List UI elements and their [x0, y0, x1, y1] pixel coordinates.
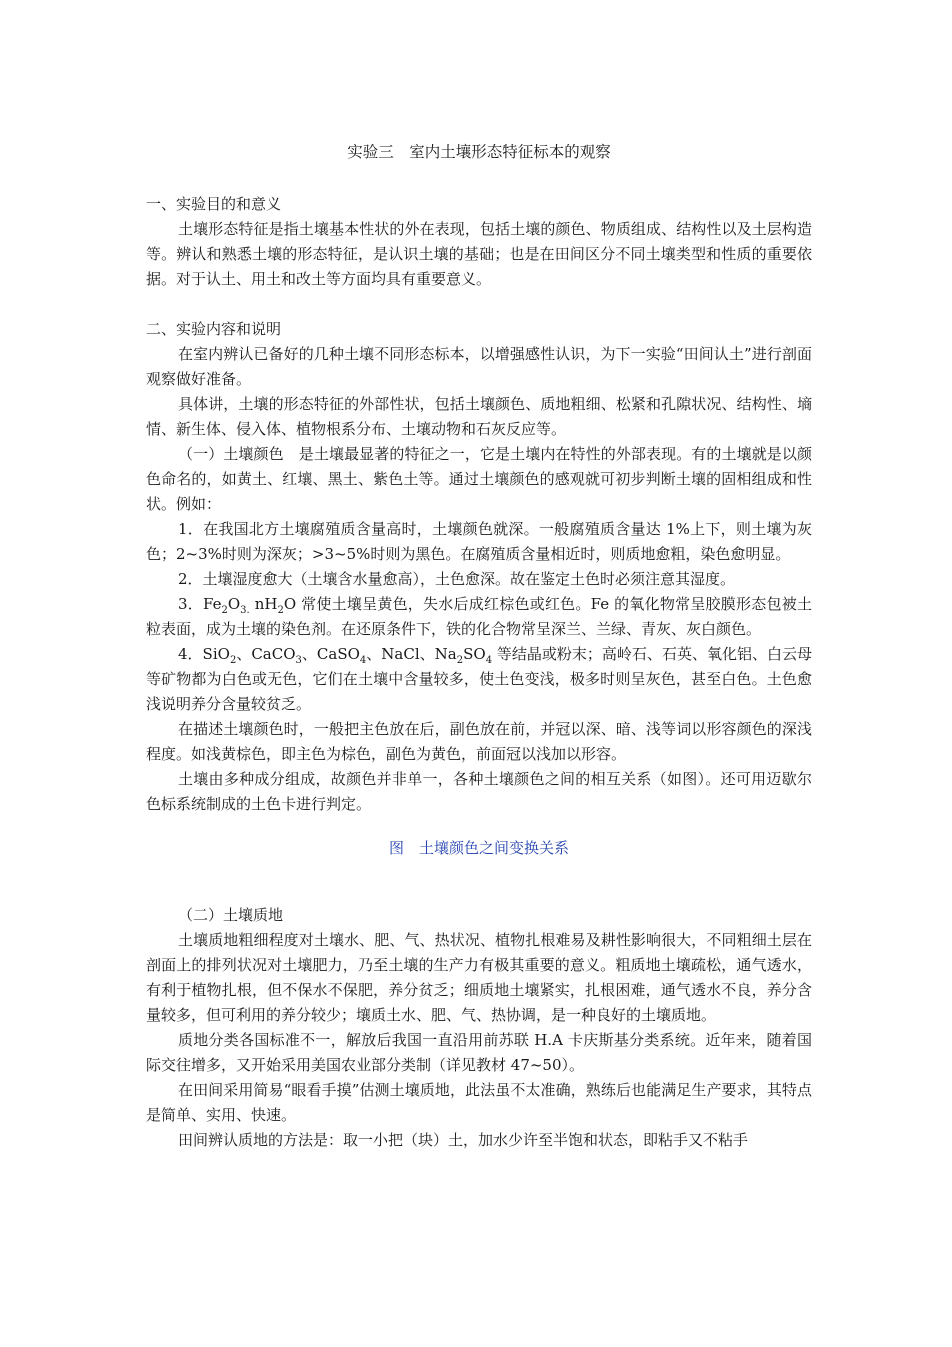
- document-page: [146, 140, 812, 1153]
- paragraph: 具体讲，土壤的形态特征的外部性状，包括土壤颜色、质地粗细、松紧和孔隙状况、结构性、墒情、新生体、侵入体、植物根系分布、土壤动物和石灰反应等。: [146, 395, 812, 438]
- section-heading-content: 二、实验内容和说明: [146, 320, 282, 338]
- document-title: 实验三 室内土壤形态特征标本的观察: [347, 143, 611, 161]
- section-heading-purpose: 一、实验目的和意义: [146, 195, 282, 213]
- list-item: 2．土壤湿度愈大（土壤含水量愈高），土色愈深。故在鉴定土色时必须注意其湿度。: [178, 570, 736, 588]
- paragraph: 在描述土壤颜色时，一般把主色放在后，副色放在前，并冠以深、暗、浅等词以形容颜色的深浅程度。如浅黄棕色，即主色为棕色，副色为黄色，前面冠以浅加以形容。: [146, 720, 812, 763]
- paragraph: 土壤形态特征是指土壤基本性状的外在表现，包括土壤的颜色、物质组成、结构性以及土层构造等。辨认和熟悉土壤的形态特征，是认识土壤的基础；也是在田间区分不同土壤类型和性质的重要依据。对于认土、用土和改土等方面均具有重要意义。: [146, 220, 812, 288]
- paragraph-soil-color: （一）土壤颜色 是土壤最显著的特征之一，它是土壤内在特性的外部表现。有的土壤就是以颜色命名的，如黄土、红壤、黑土、紫色土等。通过土壤颜色的感观就可初步判断土壤的固相组成和性状。例如：: [146, 445, 812, 513]
- paragraph: 土壤由多种成分组成，故颜色并非单一，各种土壤颜色之间的相互关系（如图）。还可用迈歇尔色标系统制成的土色卡进行判定。: [146, 770, 812, 813]
- paragraph: 田间辨认质地的方法是：取一小把（块）土，加水少许至半饱和状态，即粘手又不粘手: [178, 1131, 749, 1149]
- paragraph: 土壤质地粗细程度对土壤水、肥、气、热状况、植物扎根难易及耕性影响很大，不同粗细土层在剖面上的排列状况对土壤肥力，乃至土壤的生产力有极其重要的意义。粗质地土壤疏松，通气透水，有利于植物扎根，但不保水不保肥，养分贫乏；细质地土壤紧实，扎根困难，通气透水不良，养分含量较多，但可利用的养分较少；壤质土水、肥、气、热协调，是一种良好的土壤质地。: [146, 931, 812, 1024]
- paragraph: 在室内辨认已备好的几种土壤不同形态标本，以增强感性认识，为下一实验“田间认土”进行剖面观察做好准备。: [146, 345, 812, 388]
- figure-caption: 图 土壤颜色之间变换关系: [388, 839, 569, 857]
- paragraph: 质地分类各国标准不一，解放后我国一直沿用前苏联 H.A 卡庆斯基分类系统。近年来，随着国际交往增多，又开始采用美国农业部分类制（详见教材 47~50）。: [146, 1031, 812, 1074]
- sub-heading-texture: （二）土壤质地: [178, 906, 284, 924]
- list-item: 4．SiO$_2$、CaCO$_3$、CaSO$_4$、NaCl、$Na_2SO_4$ 等结晶或粉末；高岭石、石英、氧化铝、白云母等矿物都为白色或无色，它们在土壤中含量较多，使土色变浅，极多时则呈灰色，甚至白色。土色愈浅说明养分含量较贫乏。: [146, 645, 812, 713]
- paragraph: 在田间采用简易“眼看手摸”估测土壤质地，此法虽不太准确，熟练后也能满足生产要求，其特点是简单、实用、快速。: [146, 1081, 812, 1124]
- list-item: 1．在我国北方土壤腐殖质含量高时，土壤颜色就深。一般腐殖质含量达 1%上下，则土壤为灰色；2~3%时则为深灰；>3~5%时则为黑色。在腐殖质含量相近时，则质地愈粗，染色愈明显。: [146, 520, 812, 563]
- list-item: 3．$Fe_2O_{3.}$ $nH_2O$ 常使土壤呈黄色，失水后成红棕色或红色。Fe 的氧化物常呈胶膜形态包被土粒表面，成为土壤的染色剂。在还原条件下，铁的化合物常呈深兰、兰绿、青灰、灰白颜色。: [146, 595, 812, 638]
- spacer: [146, 292, 812, 317]
